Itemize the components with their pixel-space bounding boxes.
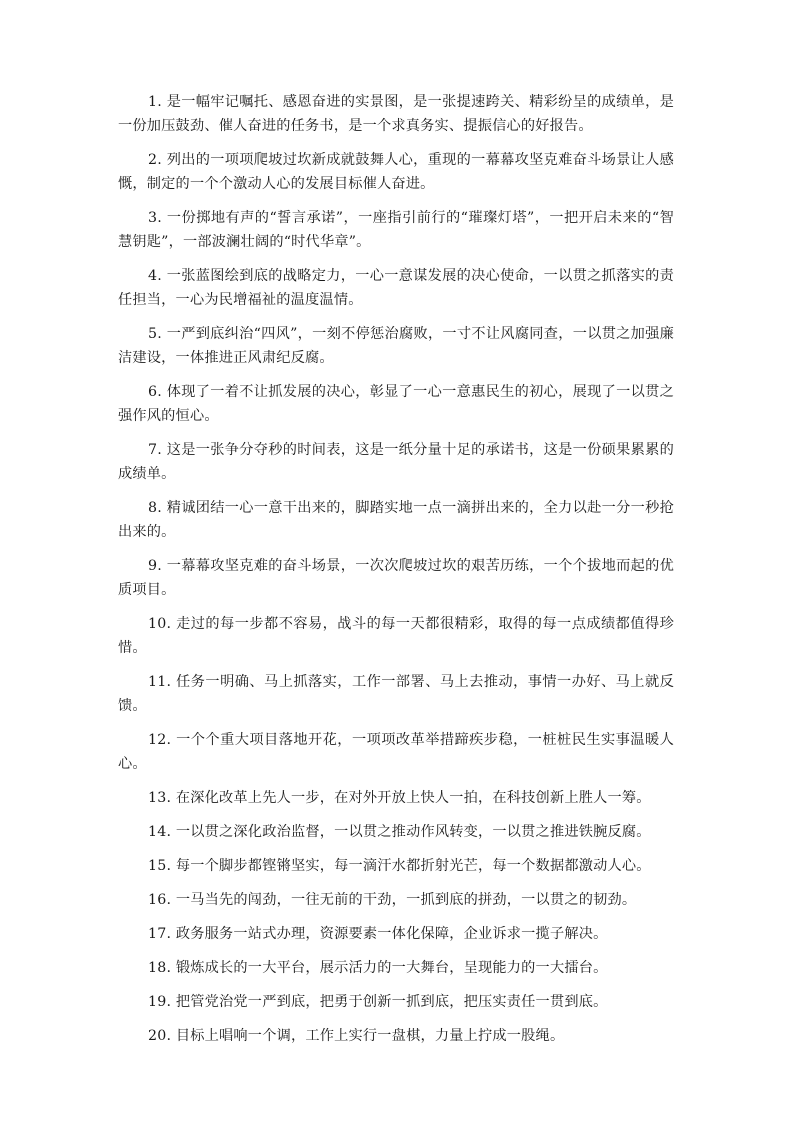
paragraph-9: 9. 一幕幕攻坚克难的奋斗场景，一次次爬坡过坎的艰苦历练，一个个拔地而起的优质项目。 (118, 558, 674, 598)
paragraph-8: 8. 精诚团结一心一意干出来的，脚踏实地一点一滴拼出来的，全力以赴一分一秒抢出来的。 (118, 500, 674, 540)
paragraph-20: 20. 目标上唱响一个调，工作上实行一盘棋，力量上拧成一股绳。 (148, 1028, 565, 1044)
paragraph-16: 16. 一马当先的闯劲，一往无前的干劲，一抓到底的拼劲，一以贯之的韧劲。 (148, 892, 637, 908)
paragraph-18: 18. 锻炼成长的一大平台，展示活力的一大舞台，呈现能力的一大擂台。 (148, 960, 608, 976)
paragraph-15: 15. 每一个脚步都铿锵坚实，每一滴汗水都折射光芒，每一个数据都激动人心。 (148, 858, 651, 874)
document-page (118, 90, 674, 1058)
paragraph-1: 1. 是一幅牢记嘱托、感恩奋进的实景图，是一张提速跨关、精彩纷呈的成绩单，是一份加压鼓劲、催人奋进的任务书，是一个求真务实、提振信心的好报告。 (118, 94, 674, 134)
paragraph-5: 5. 一严到底纠治“四风”，一刻不停惩治腐败，一寸不让风腐同查，一以贯之加强廉洁建设，一体推进正风肃纪反腐。 (118, 326, 674, 366)
paragraph-2: 2. 列出的一项项爬坡过坎新成就鼓舞人心，重现的一幕幕攻坚克难奋斗场景让人感慨，制定的一个个激动人心的发展目标催人奋进。 (118, 152, 674, 192)
paragraph-11: 11. 任务一明确、马上抓落实，工作一部署、马上去推动，事情一办好、马上就反馈。 (118, 674, 674, 714)
paragraph-7: 7. 这是一张争分夺秒的时间表，这是一纸分量十足的承诺书，这是一份硕果累累的成绩单。 (118, 442, 674, 482)
paragraph-4: 4. 一张蓝图绘到底的战略定力，一心一意谋发展的决心使命，一以贯之抓落实的责任担当，一心为民增福祉的温度温情。 (118, 268, 674, 308)
paragraph-3: 3. 一份掷地有声的“誓言承诺”，一座指引前行的“璀璨灯塔”，一把开启未来的“智慧钥匙”，一部波澜壮阔的“时代华章”。 (118, 210, 674, 250)
paragraph-17: 17. 政务服务一站式办理，资源要素一体化保障，企业诉求一揽子解决。 (148, 926, 608, 942)
paragraph-10: 10. 走过的每一步都不容易，战斗的每一天都很精彩，取得的每一点成绩都值得珍惜。 (118, 616, 674, 656)
paragraph-13: 13. 在深化改革上先人一步，在对外开放上快人一拍，在科技创新上胜人一筹。 (148, 790, 651, 806)
paragraph-19: 19. 把管党治党一严到底，把勇于创新一抓到底，把压实责任一贯到底。 (148, 994, 608, 1010)
paragraph-12: 12. 一个个重大项目落地开花，一项项改革举措蹄疾步稳，一桩桩民生实事温暖人心。 (118, 732, 674, 772)
paragraph-14: 14. 一以贯之深化政治监督，一以贯之推动作风转变，一以贯之推进铁腕反腐。 (148, 824, 651, 840)
paragraph-6: 6. 体现了一着不让抓发展的决心，彰显了一心一意惠民生的初心，展现了一以贯之强作风的恒心。 (118, 384, 674, 424)
